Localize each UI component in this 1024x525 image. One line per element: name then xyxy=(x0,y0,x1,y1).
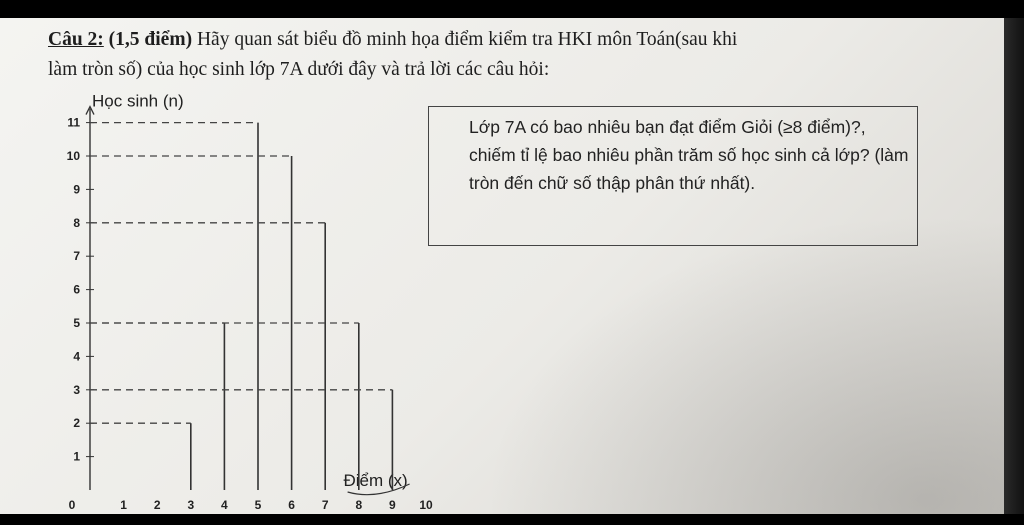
x-tick-label: 9 xyxy=(389,498,396,512)
y-tick-label: 8 xyxy=(73,215,80,230)
question-line1: Hãy quan sát biểu đồ minh họa điểm kiểm tra HKI môn Toán(sau khi xyxy=(192,29,738,50)
x-tick-label: 6 xyxy=(288,498,295,512)
paper-sheet xyxy=(0,18,1004,514)
y-tick-label: 3 xyxy=(73,382,80,397)
x-tick-label: 8 xyxy=(355,498,363,512)
bar-chart xyxy=(0,18,1004,514)
x-tick-label: 5 xyxy=(254,498,262,512)
x-tick-label: 4 xyxy=(221,498,228,512)
y-tick-label: 11 xyxy=(67,115,80,130)
question-line2: làm tròn số) của học sinh lớp 7A dưới đây và trả lời các câu hỏi: xyxy=(48,59,550,80)
question-points: (1,5 điểm) xyxy=(108,29,193,50)
y-tick-label: 6 xyxy=(73,282,80,297)
y-tick-label: 4 xyxy=(73,349,80,364)
y-axis-label: Học sinh (n) xyxy=(92,91,184,111)
x-axis-label: Điểm (x) xyxy=(343,471,408,490)
question-label: Câu 2: xyxy=(48,29,104,50)
y-tick-label: 9 xyxy=(73,182,80,197)
y-tick-label: 5 xyxy=(73,316,80,330)
y-tick-label: 2 xyxy=(73,416,80,431)
y-tick-label: 10 xyxy=(66,149,80,163)
x-tick-label: 10 xyxy=(419,498,433,512)
x-tick-label: 1 xyxy=(120,498,127,512)
x-tick-label: 0 xyxy=(68,498,76,512)
x-tick-label: 2 xyxy=(153,498,161,512)
x-tick-label: 7 xyxy=(321,498,329,512)
y-tick-label: 1 xyxy=(73,449,80,464)
page-edge xyxy=(1004,18,1024,514)
x-tick-label: 3 xyxy=(187,498,195,512)
y-tick-label: 7 xyxy=(73,249,80,264)
question-box-text: Lớp 7A có bao nhiêu bạn đạt điểm Giỏi (≥8 điểm)?, chiếm tỉ lệ bao nhiêu phần trăm số học sinh cả lớp? (làm tròn đến chữ số thập phân thứ nhất). xyxy=(469,117,909,193)
